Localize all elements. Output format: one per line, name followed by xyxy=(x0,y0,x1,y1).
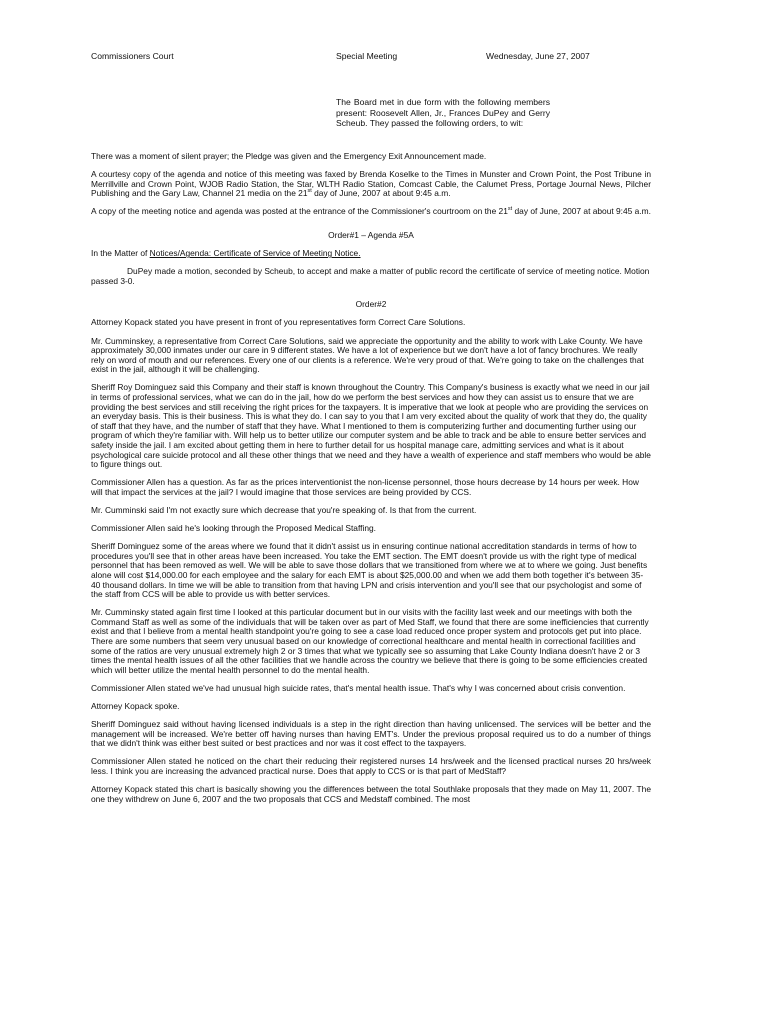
order2-paragraph: Attorney Kopack stated this chart is basically showing you the differences between the total Southlake proposals that they made on May 11, 2007. The one they withdrew on June 6, 2007 and the two proposals that CCS and Medstaff combined. The most xyxy=(91,784,651,804)
order1-matter-title: Notices/Agenda: Certificate of Service of Meeting Notice. xyxy=(149,248,361,259)
notice-posted-paragraph: A copy of the meeting notice and agenda was posted at the entrance of the Commissioner's courtroom on the 21st day of June, 2007 at about 9:45 a.m. xyxy=(91,206,651,217)
minutes-body xyxy=(91,152,651,813)
order2-paragraph: Sheriff Dominguez some of the areas where we found that it didn't assist us in ensuring continue national accreditation standards in terms of how to procedures you'll see that in other areas have been increased. You take the EMT section. The EMT doesn't provide us with the right type of medical personnel that has been removed as well. We will be able to save those dollars that we transitioned from where we at to where we going. Just benefits alone will cost $14,000.00 for each employee and the salary for each EMT is about $25,000.00 and when we add them both together it's between 35-40 thousand dollars. In time we will be able to transition from that having LPN and crisis intervention and you'll see that our psychologist and some of the staff from CCS will be able to provide us with better services. xyxy=(91,541,648,600)
order2-heading: Order#2 xyxy=(355,299,387,310)
order2-paragraph: Mr. Cumminski said I'm not exactly sure which decrease that you're speaking of. Is that from the current. xyxy=(91,504,477,515)
prayer-paragraph: There was a moment of silent prayer; the Pledge was given and the Emergency Exit Announcement made. xyxy=(91,151,487,161)
order2-paragraph: Commissioner Allen stated he noticed on the chart their reducing their registered nurses 14 hrs/week and the licensed practical nurses 20 hrs/week less. I think you are increasing the advanced practical nurse. Does that apply to CCS or is that part of MedStaff? xyxy=(91,756,651,776)
header-meeting-type: Special Meeting xyxy=(336,51,398,61)
order2-paragraph: Mr. Cumminsky stated again first time I looked at this particular document but in our visits with the facility last week and our meetings with both the Command Staff as well as some of the individuals that will be taken over as part of Med Staff, we found that there are some inefficiencies that currently exist and that I believe from a mental health standpoint you're going to see a case load reduced once proper system and protocols get put into place. There are some numbers that seem very unusual based on our knowledge of correctional healthcare and mental health in correctional facilities and some of the ratios are very unusual extremely high 2 or 3 times that what we typically see so assuming that Lake County Indiana doesn't have 2 or 3 times the mental health issues of all the other facilities that we handle across the country we believe that there is going to be some efficiencies created which will better utilize the mental health personnel to do the mental health. xyxy=(91,607,649,675)
order2-paragraph: Sheriff Roy Dominguez said this Company and their staff is known throughout the Country. This Company's business is exactly what we need in our jail in terms of professional services, what we can do in the jail, how do we perform the best services and how they can assist us to ensure that we are providing the best services and still receiving the right prices for the taxpayers. It is imperative that we look at people who are providing the services on an everyday basis. This is their business. This is what they do. I can say to you that I am very excited about the quality of work that they do, the quality of staff that they have, and the number of staff that they have. What I mentioned to them is computerizing further and documenting further using our program of which they're familiar with. Will help us to better utilize our computer system and be able to track and be able to ensure better services and safety inside the jail. I am excited about getting them in here to further detail for us hospital manage care, admitting services and what is it about psychological care suicide protocol and all these other things that we need and they have a wealth of experience and staff members who would be able to figure things out. xyxy=(91,382,651,470)
header-court: Commissioners Court xyxy=(91,51,174,61)
order2-paragraph: Attorney Kopack stated you have present in front of you representatives form Correct Care Solutions. xyxy=(91,317,466,328)
order1-motion: DuPey made a motion, seconded by Scheub, to accept and make a matter of public record the certificate of service of meeting notice. Motion passed 3-0. xyxy=(91,266,650,286)
header-date: Wednesday, June 27, 2007 xyxy=(486,51,590,61)
order2-paragraph: Attorney Kopack spoke. xyxy=(91,700,180,711)
order2-paragraph: Mr. Cumminskey, a representative from Correct Care Solutions, said we appreciate the opportunity and the ability to work with Lake County. We have approximately 30,000 inmates under our care in 9 different states. We have a lot of experience but we don't have a lot of fancy brochures. We really rely on word of mouth and our references. Every one of our clients is a reference. We're very proud of that. We're going to take on the challenges that exist in the jail, although it will be challenging. xyxy=(91,335,644,375)
order2-paragraph: Commissioner Allen stated we've had unusual high suicide rates, that's mental health issue. That's why I was concerned about crisis convention. xyxy=(91,682,626,693)
order2-paragraph: Commissioner Allen has a question. As far as the prices interventionist the non-license personnel, those hours decrease by 14 hours per week. How will that impact the services at the jail? I would imagine that those services are being provided by CCS. xyxy=(91,477,639,497)
courtesy-copy-paragraph: A courtesy copy of the agenda and notice of this meeting was faxed by Brenda Koselke to the Times in Munster and Crown Point, the Post Tribune in Merrillville and Crown Point, WJOB Radio Station, the Star, WLTH Radio Station, Comcast Cable, the Calumet Press, Portage Journal News, Pilcher Publishing and the Gary Law, Channel 21 media on the 21st day of June, 2007 at about 9:45 a.m. xyxy=(91,169,651,199)
order2-paragraph: Sheriff Dominguez said without having licensed individuals is a step in the right direction than having unlicensed. The services will be better and the management will be increased. We're better off having nurses than having EMT's. Under the previous proposal required us to do a number of things that we didn't think was either best suited or best practices and nor was it cost effect to the taxpayers. xyxy=(91,719,651,749)
order1-heading: Order#1 – Agenda #5A xyxy=(328,229,414,240)
order1-matter: In the Matter of Notices/Agenda: Certificate of Service of Meeting Notice. xyxy=(91,248,361,259)
order2-paragraphs xyxy=(91,318,651,804)
board-members-block: The Board met in due form with the following members present: Roosevelt Allen, Jr., Frances DuPey and Gerry Scheub. They passed the following orders, to wit: xyxy=(336,97,550,129)
order2-paragraph: Commissioner Allen said he's looking through the Proposed Medical Staffing. xyxy=(91,523,376,534)
